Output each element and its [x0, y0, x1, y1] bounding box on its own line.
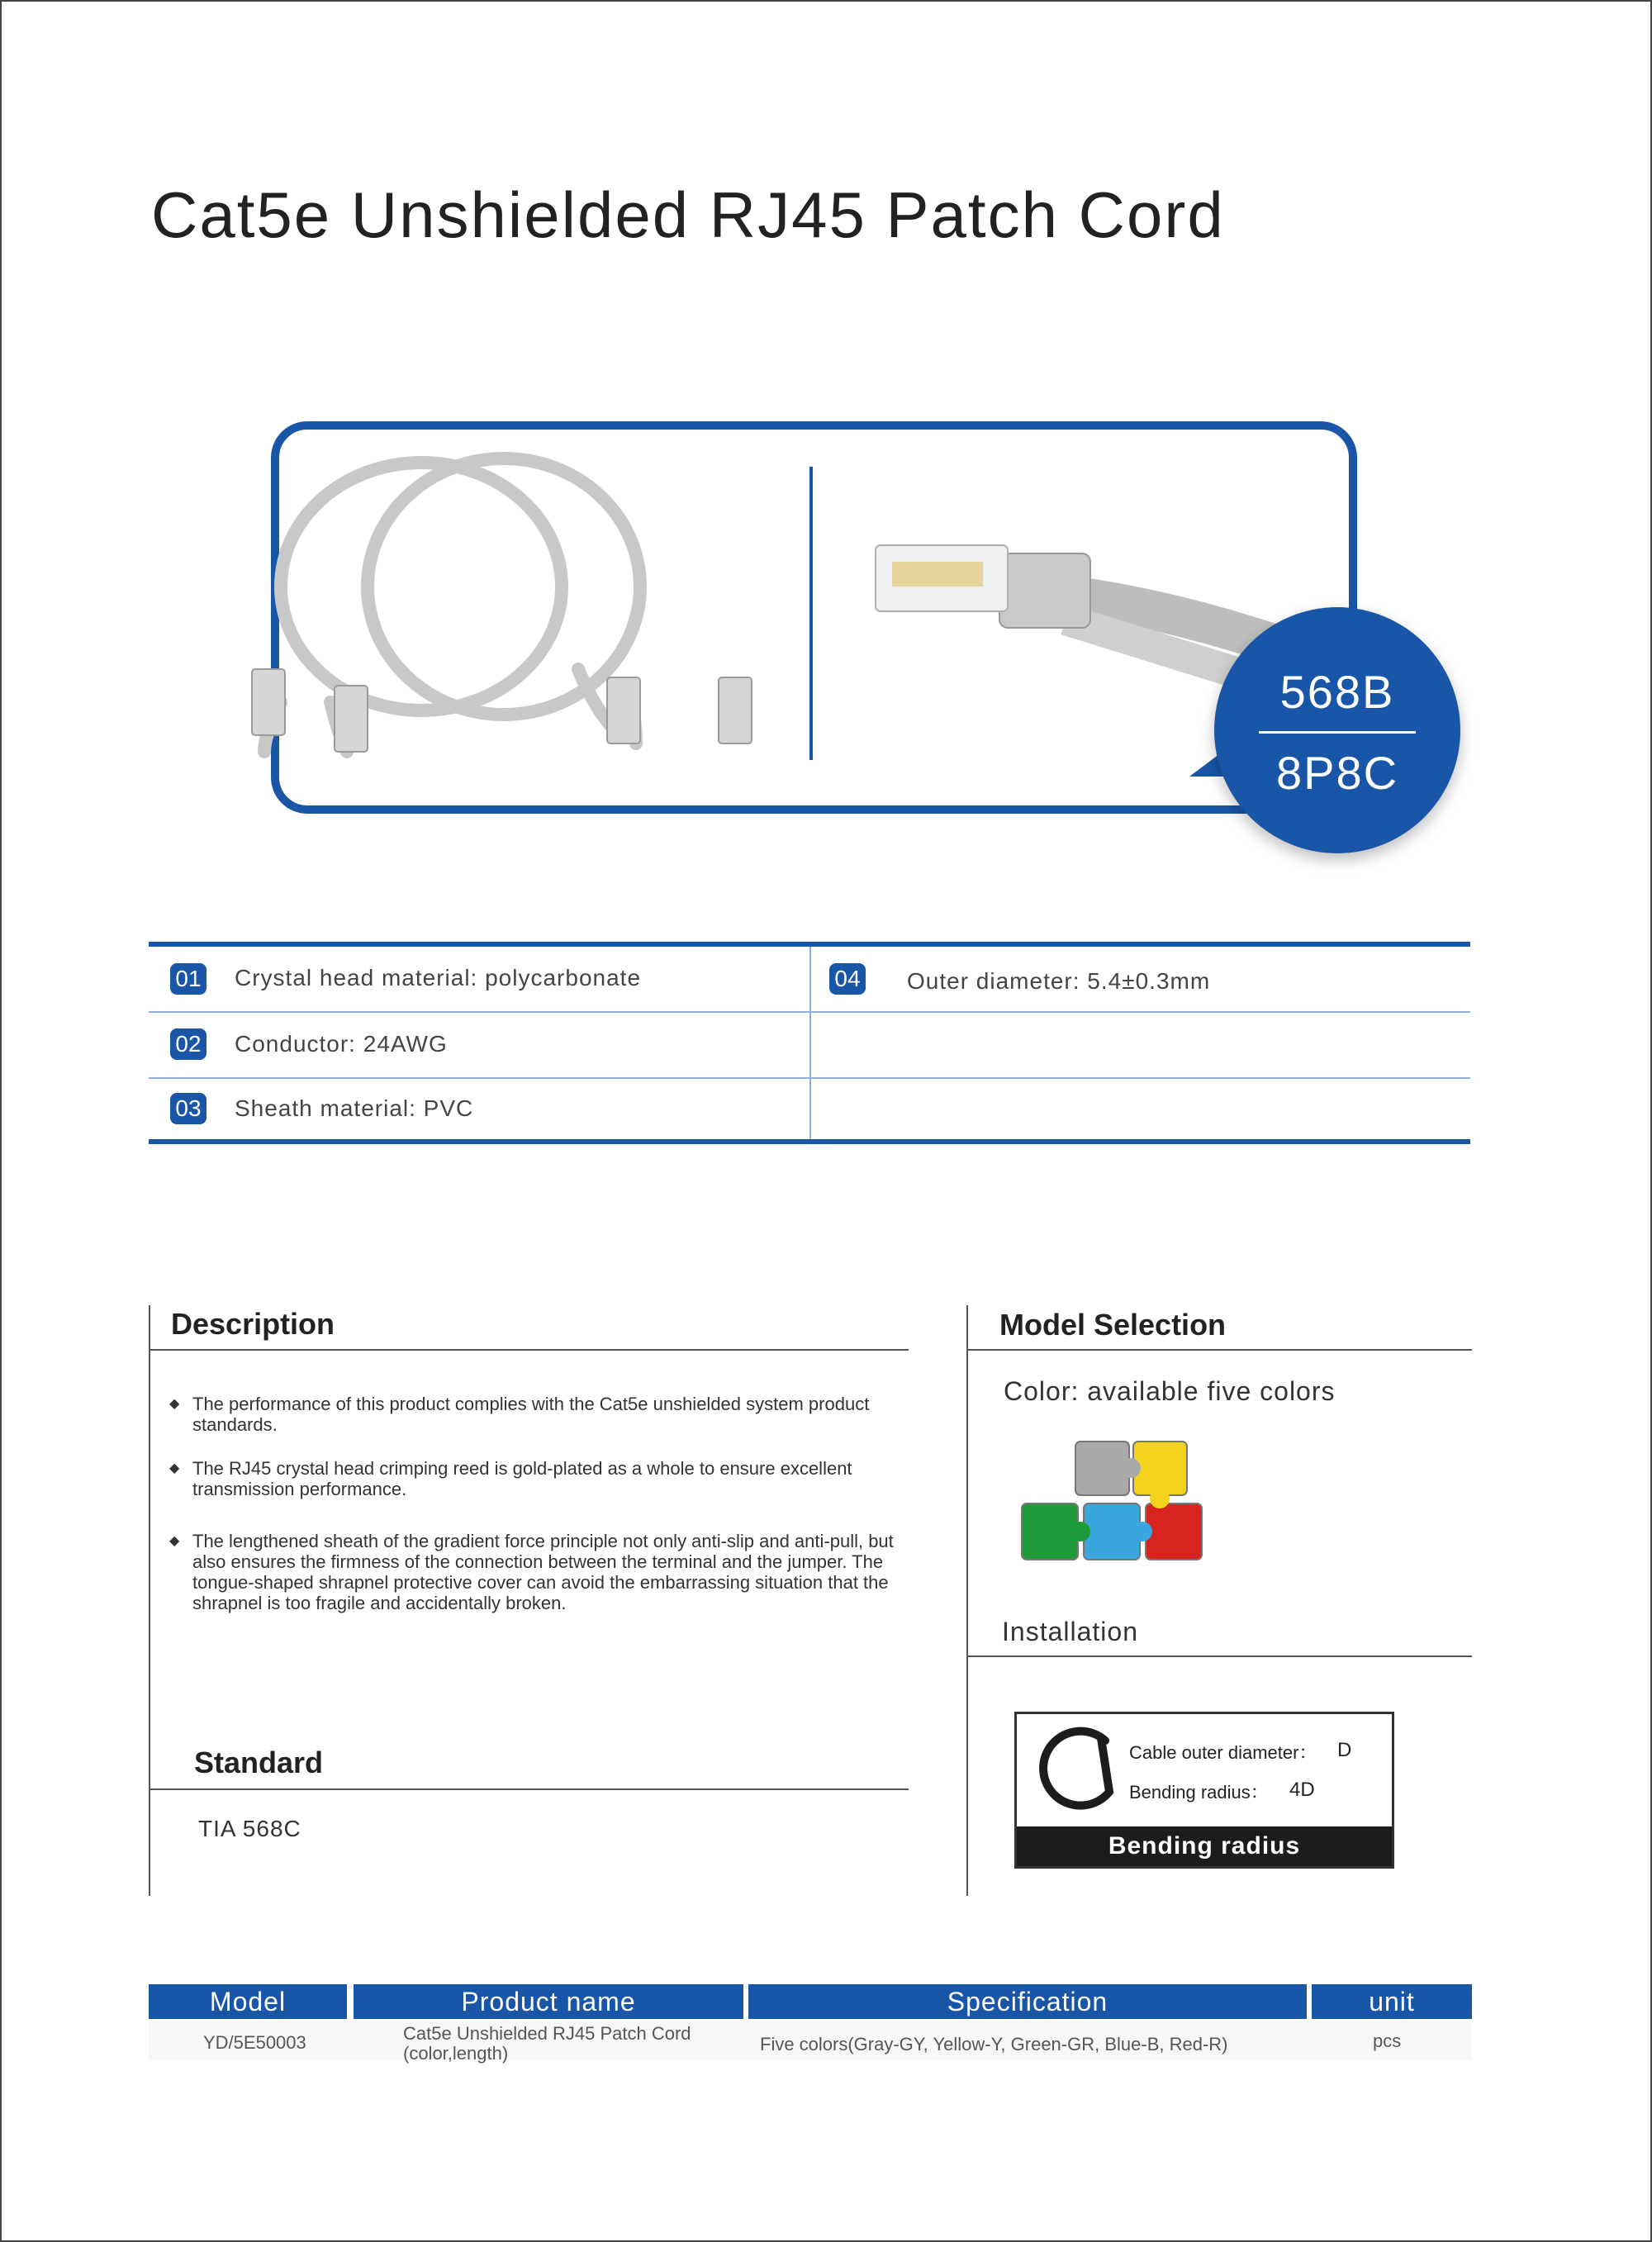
bending-radius-bar: Bending radius	[1017, 1826, 1392, 1866]
feature-number: 02	[170, 1028, 206, 1060]
color-puzzle-icon	[1018, 1437, 1208, 1565]
description-heading: Description	[171, 1307, 335, 1341]
installation-heading: Installation	[1002, 1617, 1138, 1646]
feature-table	[149, 942, 1470, 1144]
model-selection-underline	[966, 1349, 1472, 1351]
table-header-model: Model	[149, 1984, 347, 2019]
bending-radius-box	[1014, 1712, 1394, 1869]
description-bullet	[169, 1458, 929, 1499]
description-underline	[149, 1349, 909, 1351]
model-selection-heading: Model Selection	[999, 1308, 1227, 1342]
cell-product-name	[403, 2024, 691, 2064]
feature-table-bottom-line	[149, 1139, 1470, 1144]
cable-bend-icon	[1035, 1726, 1126, 1817]
bending-label: Bending radius：	[1129, 1782, 1269, 1803]
feature-text: Sheath material: PVC	[235, 1095, 474, 1121]
bending-value: D	[1337, 1739, 1352, 1761]
section-left-rule	[149, 1305, 150, 1896]
cell-specification: Five colors(Gray-GY, Yellow-Y, Green-GR, Blue-B, Red-R)	[760, 2034, 1228, 2054]
badge-wiring-standard: 568B	[1279, 666, 1395, 718]
page-title: Cat5e Unshielded RJ45 Patch Cord	[151, 178, 1225, 251]
badge-connector-type: 8P8C	[1275, 747, 1399, 799]
table-header-product-name: Product name	[354, 1984, 743, 2019]
model-selection-left-rule	[966, 1305, 968, 1896]
feature-text: Outer diameter: 5.4±0.3mm	[907, 968, 1211, 994]
bullet-text: The lengthened sheath of the gradient force principle not only anti-slip and anti-pull, but also ensures the firmness of the connection between the terminal and the jumper. The tongue-shaped shrapnel protective cover can avoid the embarrassing situation that the shrapnel is too fragile and accidentally broken.	[192, 1531, 894, 1613]
cell-product-name-line2: (color,length)	[403, 2043, 509, 2064]
cell-product-name-line1: Cat5e Unshielded RJ45 Patch Cord	[403, 2023, 691, 2044]
bullet-text: The RJ45 crystal head crimping reed is gold-plated as a whole to ensure excellent transmission performance.	[192, 1458, 852, 1499]
bending-value: 4D	[1289, 1779, 1315, 1801]
feature-number: 03	[170, 1093, 206, 1124]
bullet-icon: ◆	[169, 1397, 180, 1411]
wiring-badge	[1214, 607, 1460, 853]
standard-underline	[149, 1788, 909, 1790]
standard-heading: Standard	[194, 1746, 324, 1779]
feature-text: Crystal head material: polycarbonate	[235, 965, 642, 990]
cell-model: YD/5E50003	[203, 2032, 306, 2053]
feature-number: 04	[829, 963, 866, 995]
bullet-icon: ◆	[169, 1534, 180, 1548]
color-availability-text: Color: available five colors	[1004, 1376, 1336, 1406]
coiled-cable-image	[231, 438, 776, 785]
feature-column-divider	[809, 947, 811, 1139]
description-bullet	[169, 1531, 929, 1613]
table-header-unit: unit	[1312, 1984, 1472, 2019]
frame-divider	[809, 467, 813, 760]
standard-value: TIA 568C	[198, 1816, 301, 1841]
cell-unit: pcs	[1373, 2031, 1402, 2051]
installation-underline	[966, 1655, 1472, 1657]
feature-number: 01	[170, 963, 206, 995]
table-header-specification: Specification	[748, 1984, 1307, 2019]
bullet-text: The performance of this product complies with the Cat5e unshielded system product standards.	[192, 1394, 870, 1435]
bending-label: Cable outer diameter：	[1129, 1742, 1317, 1763]
badge-divider	[1259, 731, 1416, 734]
feature-text: Conductor: 24AWG	[235, 1031, 448, 1057]
description-bullet	[169, 1394, 929, 1435]
bullet-icon: ◆	[169, 1461, 180, 1475]
